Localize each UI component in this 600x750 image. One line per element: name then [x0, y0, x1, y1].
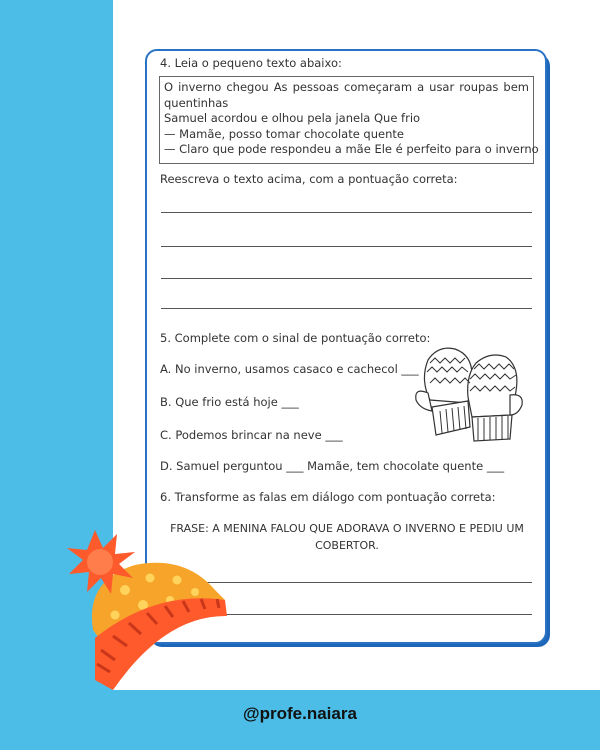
word: As [273, 80, 288, 94]
q6-frase-line-1: FRASE: A MENINA FALOU QUE ADORAVA O INVERNO E PEDIU UM [170, 522, 524, 535]
q4-text-box [159, 76, 539, 164]
q4-title: 4. Leia o pequeno texto abaixo: [160, 56, 342, 70]
answer-line[interactable] [161, 308, 532, 309]
word: O [164, 80, 174, 94]
q4-text-line-3: Samuel acordou e olhou pela janela Que frio [164, 111, 421, 125]
word: chegou [226, 80, 269, 94]
q5-item-b: B. Que frio está hoje ___ [160, 395, 299, 409]
q4-text-line-5: — Claro que pode respondeu a mãe Ele é perfeito para o inverno [164, 142, 539, 156]
winter-hat-icon [55, 520, 235, 695]
q5-item-a: A. No inverno, usamos casaco e cachecol ___ [160, 362, 419, 376]
q5-item-d: D. Samuel perguntou ___ Mamãe, tem chocolate quente ___ [160, 459, 505, 473]
word: bem [503, 80, 529, 94]
q6-title: 6. Transforme as falas em diálogo com pontuação correta: [160, 490, 496, 504]
word: começaram [344, 80, 413, 94]
q6-frase-line-2: COBERTOR. [315, 539, 379, 552]
q4-text-line-4: — Mamãe, posso tomar chocolate quente [164, 126, 404, 141]
word: a [417, 80, 425, 94]
q4-text-line-1 [164, 80, 529, 96]
q4-text-line-2: quentinhas [164, 95, 229, 110]
q4-instruction: Reescreva o texto acima, com a pontuação correta: [160, 172, 458, 186]
mittens-icon [410, 345, 525, 445]
q5-item-c: C. Podemos brincar na neve ___ [160, 428, 343, 442]
answer-line[interactable] [161, 212, 532, 213]
answer-line[interactable] [161, 278, 532, 279]
answer-line[interactable] [161, 246, 532, 247]
q5-title: 5. Complete com o sinal de pontuação correto: [160, 331, 431, 345]
author-handle: @profe.naiara [243, 704, 357, 723]
word: inverno [178, 80, 222, 94]
word: usar [429, 80, 455, 94]
word: pessoas [292, 80, 340, 94]
word: roupas [459, 80, 499, 94]
